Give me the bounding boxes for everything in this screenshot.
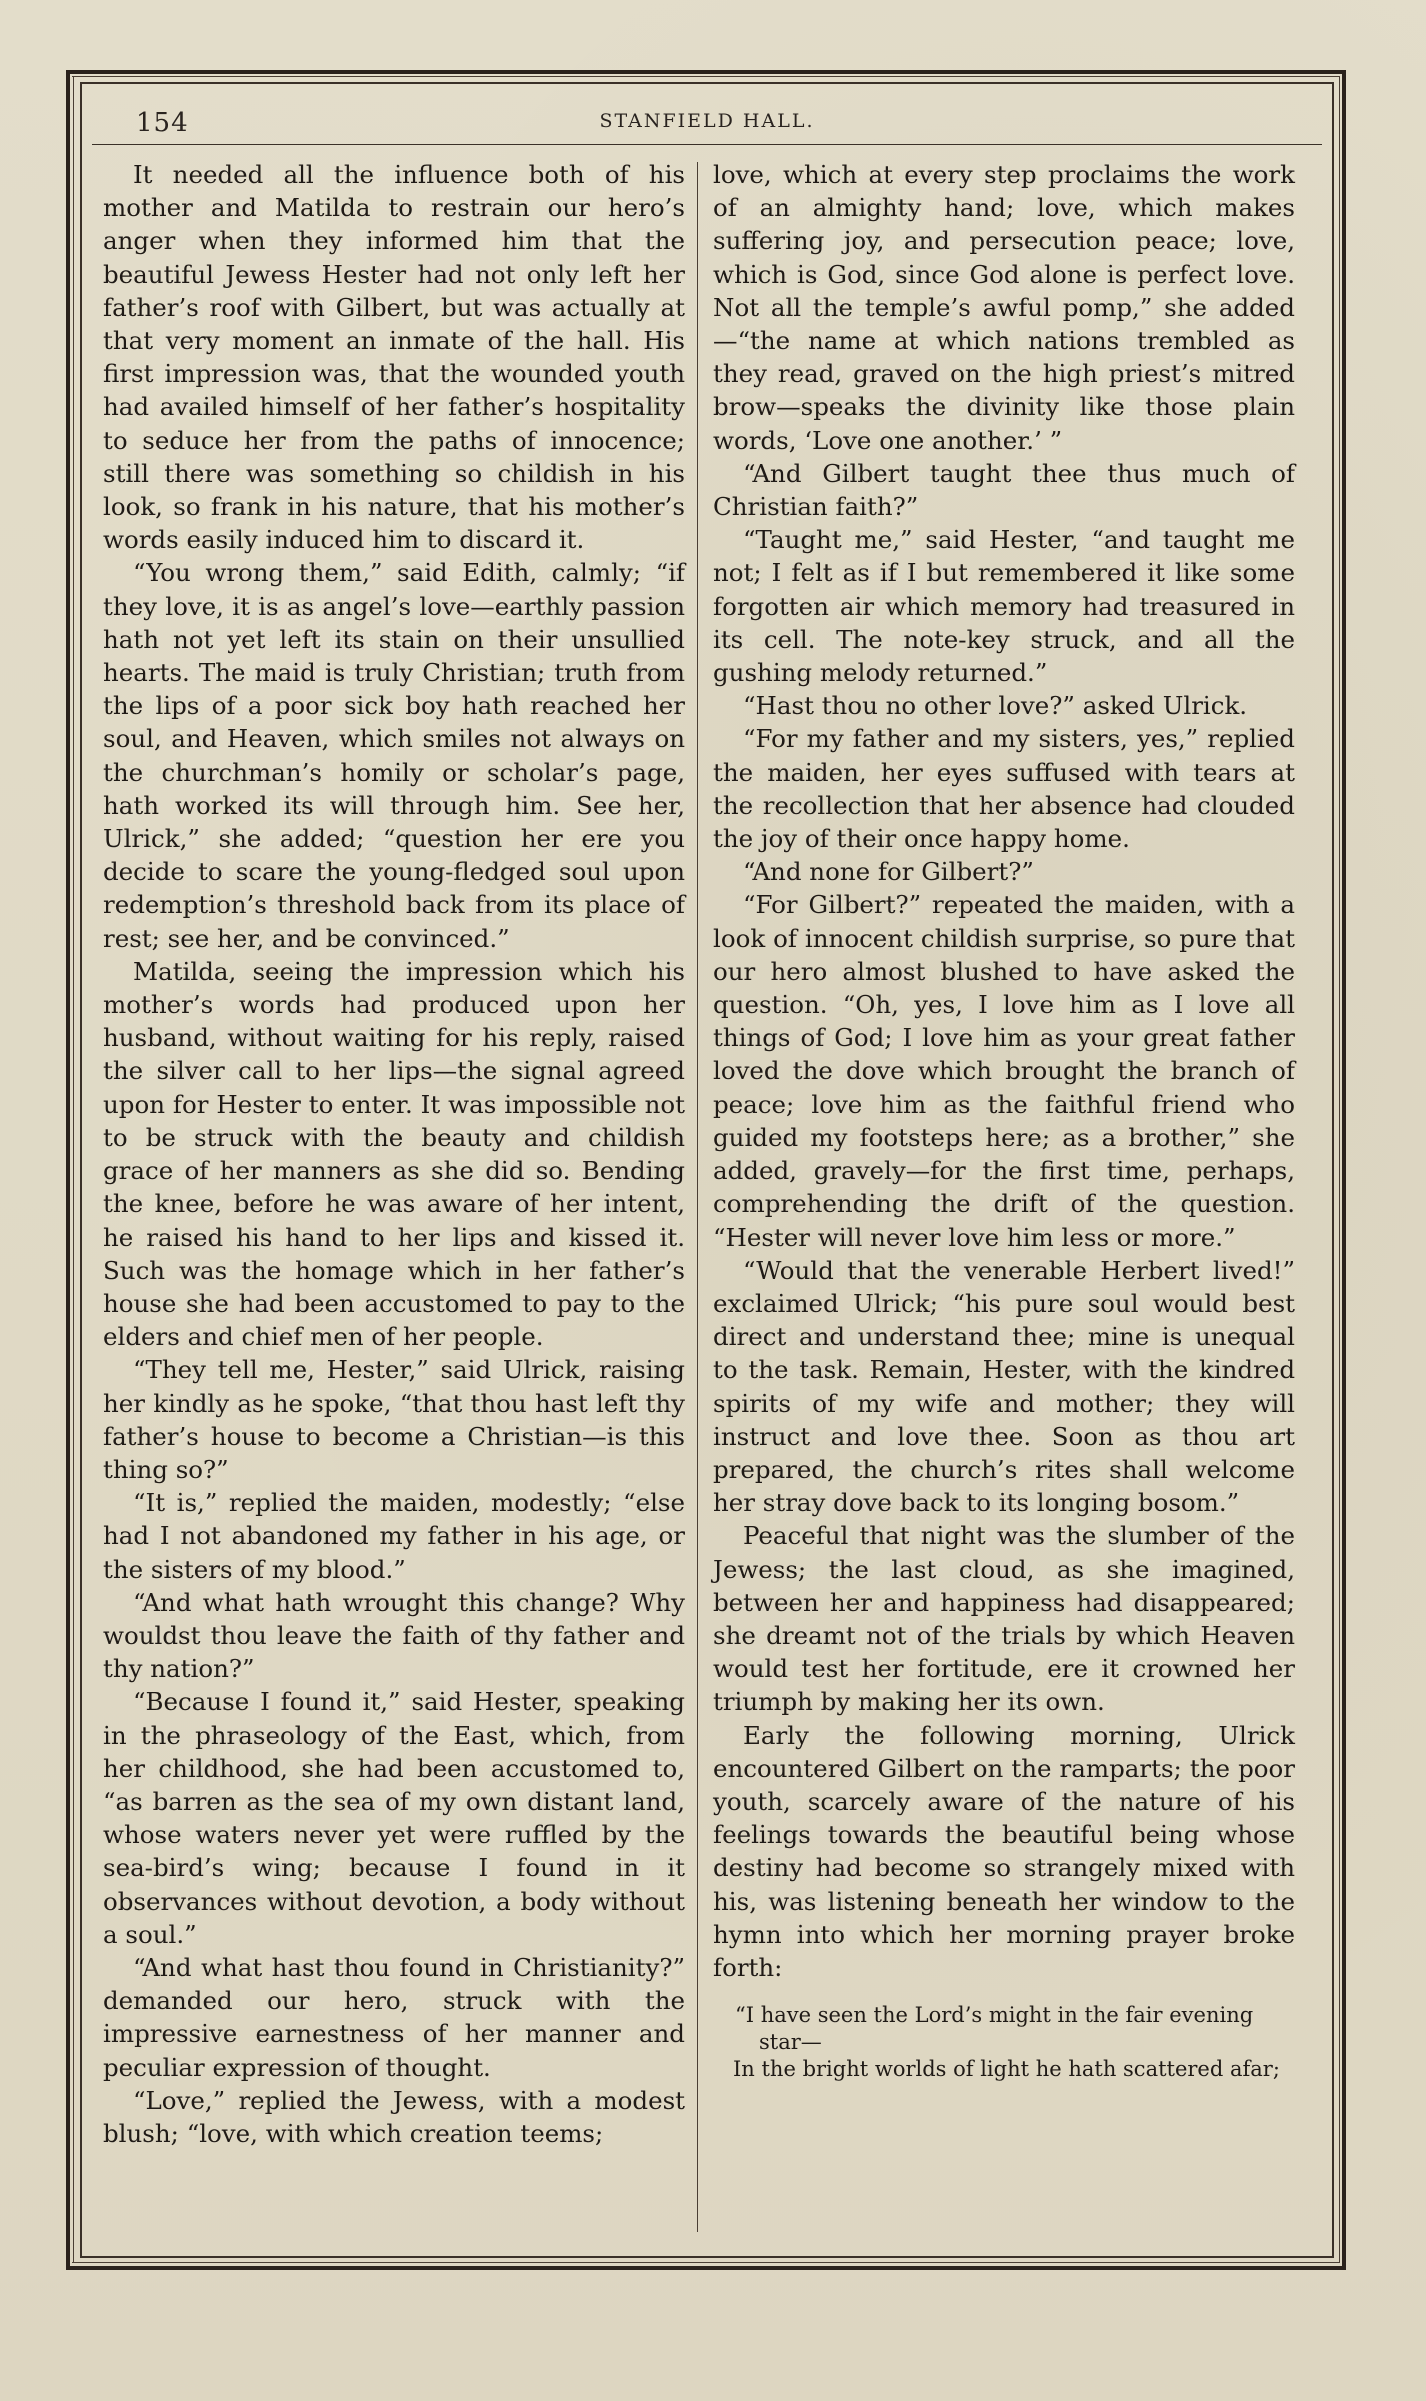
- paragraph: “Taught me,” said Hester, “and taught me not; I felt as if I but remembered it like some forgotten air which memory had treasured in its cell. The note-key struck, and all the gushing melody returned.”: [713, 525, 1295, 688]
- page-header: [92, 96, 1322, 145]
- paragraph: “For my father and my sisters, yes,” replied the maiden, her eyes suffused with tears at the recollection that her absence had clouded the joy of their once happy home.: [713, 724, 1295, 854]
- page-number: 154: [136, 108, 189, 138]
- column-divider: [697, 162, 698, 2232]
- right-column: [713, 158, 1295, 2083]
- paragraph: “For Gilbert?” repeated the maiden, with a look of innocent childish surprise, so pure that our hero almost blushed to have asked the question. “Oh, yes, I love him as I love all things of God; I love him as your great father loved the dove which brought the branch of peace; love him as the faithful friend who guided my footsteps here; as a brother,” she added, gravely—for the first time, perhaps, comprehending the drift of the question. “Hester will never love him less or more.”: [713, 890, 1295, 1252]
- poem-excerpt: [713, 2002, 1295, 2083]
- paragraph: “And what hast thou found in Christianity?” demanded our hero, struck with the impressive earnestness of her manner and peculiar expression of thought.: [103, 1952, 685, 2082]
- paragraph: “Hast thou no other love?” asked Ulrick.: [743, 691, 1248, 721]
- poem-line: “I have seen the Lord’s might in the fair evening star—: [735, 2003, 1254, 2055]
- paragraph: It needed all the influence both of his mother and Matilda to restrain our hero’s anger when they informed him that the beautiful Jewess Hester had not only left her father’s roof with Gilbert, but was actually at that very moment an inmate of the hall. His first impression was, that the wounded youth had availed himself of her father’s hospitality to seduce her from the paths of innocence; still there was something so childish in his look, so frank in his nature, that his mother’s words easily induced him to discard it.: [103, 160, 685, 555]
- paragraph: “Would that the venerable Herbert lived!” exclaimed Ulrick; “his pure soul would best direct and understand thee; mine is unequal to the task. Remain, Hester, with the kindred spirits of my wife and mother; they will instruct and love thee. Soon as thou art prepared, the church’s rites shall welcome her stray dove back to its longing bosom.”: [713, 1255, 1295, 1518]
- paragraph: “And Gilbert taught thee thus much of Christian faith?”: [713, 458, 1295, 522]
- border-rule-right: [1339, 76, 1340, 2263]
- left-column: [103, 158, 685, 2150]
- paragraph: Matilda, seeing the impression which his mother’s words had produced upon her husband, without waiting for his reply, raised the silver call to her lips—the signal agreed upon for Hester to enter. It was impossible not to be struck with the beauty and childish grace of her manners as she did so. Bending the knee, before he was aware of her intent, he raised his hand to her lips and kissed it. Such was the homage which in her father’s house she had been accustomed to pay to the elders and chief men of her people.: [103, 956, 685, 1352]
- paragraph: “You wrong them,” said Edith, calmly; “if they love, it is as angel’s love—earthly passion hath not yet left its stain on their unsullied hearts. The maid is truly Christian; truth from the lips of a poor sick boy hath reached her soul, and Heaven, which smiles not always on the churchman’s homily or scholar’s page, hath worked its will through him. See her, Ulrick,” she added; “question her ere you decide to scare the young-fledged soul upon redemption’s threshold back from its place of rest; see her, and be convinced.”: [103, 558, 685, 953]
- paragraph: “And what hath wrought this change? Why wouldst thou leave the faith of thy father and thy nation?”: [103, 1587, 685, 1684]
- paragraph: “And none for Gilbert?”: [743, 857, 1034, 887]
- paragraph: “Because I found it,” said Hester, speaking in the phraseology of the East, which, from her childhood, she had been accustomed to, “as barren as the sea of my own distant land, whose waters never yet were ruffled by the sea-bird’s wing; because I found in it observances without devotion, a body without a soul.”: [103, 1687, 685, 1949]
- paragraph: “They tell me, Hester,” said Ulrick, raising her kindly as he spoke, “that thou hast left thy father’s house to become a Christian—is this thing so?”: [103, 1355, 685, 1484]
- paragraph: Peaceful that night was the slumber of the Jewess; the last cloud, as she imagined, between her and happiness had disappeared; she dreamt not of the trials by which Heaven would test her fortitude, ere it crowned her triumph by making her its own.: [713, 1521, 1295, 1717]
- border-rule-bottom: [72, 2262, 1340, 2263]
- poem-line: In the bright worlds of light he hath scattered afar;: [733, 2057, 1280, 2082]
- border-rule-left: [73, 76, 74, 2263]
- paragraph: love, which at every step proclaims the work of an almighty hand; love, which makes suffering joy, and persecution peace; love, which is God, since God alone is perfect love. Not all the temple’s awful pomp,” she added—“the name at which nations trembled as they read, graved on the high priest’s mitred brow—speaks the divinity like those plain words, ‘Love one another.’ ”: [713, 160, 1295, 455]
- running-title: STANFIELD HALL.: [599, 110, 815, 132]
- paragraph: “It is,” replied the maiden, modestly; “else had I not abandoned my father in his age, or the sisters of my blood.”: [103, 1488, 685, 1584]
- border-rule-top: [72, 76, 1340, 77]
- paragraph: “Love,” replied the Jewess, with a modest blush; “love, with which creation teems;: [103, 2085, 685, 2148]
- paragraph: Early the following morning, Ulrick encountered Gilbert on the ramparts; the poor youth, scarcely aware of the nature of his feelings towards the beautiful being whose destiny had become so strangely mixed with his, was listening beneath her window to the hymn into which her morning prayer broke forth:: [713, 1720, 1295, 1982]
